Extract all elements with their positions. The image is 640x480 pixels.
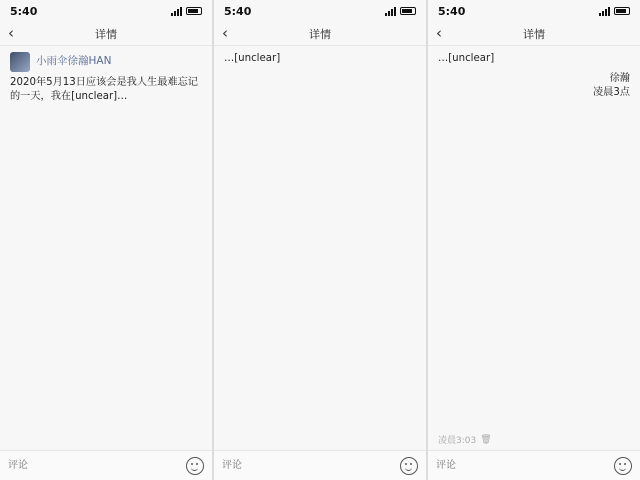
- battery-icon: [400, 7, 416, 15]
- author-name[interactable]: 小雨伞徐瀚HAN: [36, 55, 112, 68]
- delete-icon[interactable]: 🗑: [480, 434, 492, 445]
- emoji-icon[interactable]: [400, 457, 418, 475]
- signature-name: 徐瀚: [609, 72, 630, 84]
- comment-bar: [428, 450, 640, 480]
- emoji-icon[interactable]: [614, 457, 632, 475]
- status-bar: [0, 0, 212, 22]
- status-icons: [599, 7, 630, 16]
- nav-bar: [0, 22, 212, 46]
- avatar[interactable]: [10, 52, 30, 72]
- back-icon[interactable]: ‹: [222, 24, 228, 42]
- status-bar: [214, 0, 426, 22]
- comment-input[interactable]: [222, 456, 392, 476]
- post-text: …[unclear]: [224, 53, 281, 64]
- phone-screen-2: [214, 0, 426, 480]
- comment-input[interactable]: [8, 456, 178, 476]
- phone-screen-1: [0, 0, 212, 480]
- post-content: [428, 46, 640, 436]
- status-icons: [171, 7, 202, 16]
- status-time: 5:40: [438, 4, 466, 18]
- post-meta: [438, 433, 492, 446]
- post-header: [10, 52, 202, 72]
- nav-title: 详情: [309, 27, 331, 41]
- battery-icon: [186, 7, 202, 15]
- status-time: 5:40: [10, 4, 38, 18]
- post-content: [214, 46, 426, 436]
- post-text: 2020年5月13日应该会是我人生最难忘记的一天，我在[unclear]…: [10, 77, 198, 102]
- post-text: …[unclear]: [438, 53, 495, 64]
- comment-bar: [0, 450, 212, 480]
- back-icon[interactable]: ‹: [8, 24, 14, 42]
- nav-title: 详情: [523, 27, 545, 41]
- nav-title: 详情: [95, 27, 117, 41]
- comment-input[interactable]: [436, 456, 606, 476]
- phone-screen-3: [428, 0, 640, 480]
- nav-bar: [214, 22, 426, 46]
- status-bar: [428, 0, 640, 22]
- status-time: 5:40: [224, 4, 252, 18]
- status-icons: [385, 7, 416, 16]
- signal-icon: [599, 7, 610, 16]
- post-time: 凌晨3:03: [438, 436, 477, 446]
- comment-bar: [214, 450, 426, 480]
- post-content: [0, 46, 212, 436]
- back-icon[interactable]: ‹: [436, 24, 442, 42]
- signature-time: 凌晨3点: [592, 86, 630, 98]
- emoji-icon[interactable]: [186, 457, 204, 475]
- battery-icon: [614, 7, 630, 15]
- signal-icon: [385, 7, 396, 16]
- nav-bar: [428, 22, 640, 46]
- signature: [438, 72, 630, 100]
- signal-icon: [171, 7, 182, 16]
